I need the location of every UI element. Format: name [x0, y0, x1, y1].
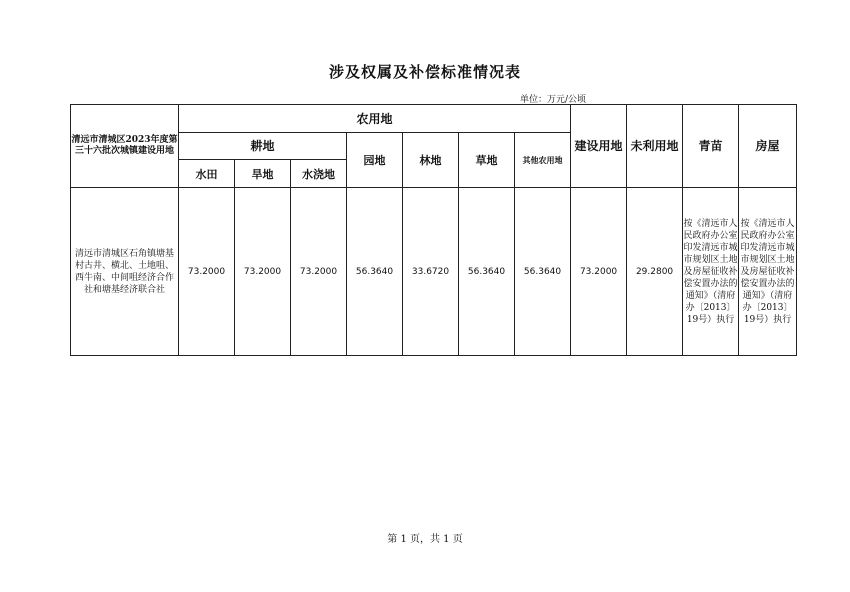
compensation-table [70, 104, 797, 356]
value-grass: 56.3640 [459, 188, 515, 356]
value-house: 按《清远市人民政府办公室印发清远市城市规划区土地及房屋征收补偿安置办法的通知》（清府办〔2013〕19号）执行 [739, 188, 797, 356]
value-construction: 73.2000 [571, 188, 627, 356]
header-construction: 建设用地 [571, 105, 627, 188]
header-paddy: 水田 [179, 160, 235, 188]
value-paddy: 73.2000 [179, 188, 235, 356]
value-other-farm: 56.3640 [515, 188, 571, 356]
header-irrigated: 水浇地 [291, 160, 347, 188]
header-garden: 园地 [347, 133, 403, 188]
header-cultivated: 耕地 [179, 133, 347, 160]
value-unused: 29.2800 [627, 188, 683, 356]
header-forest: 林地 [403, 133, 459, 188]
header-unused: 未利用地 [627, 105, 683, 188]
value-crops: 按《清远市人民政府办公室印发清远市城市规划区土地及房屋征收补偿安置办法的通知》（清府办〔2013〕19号）执行 [683, 188, 739, 356]
header-house: 房屋 [739, 105, 797, 188]
value-forest: 33.6720 [403, 188, 459, 356]
table-row [71, 188, 797, 356]
page-title: 涉及权属及补偿标准情况表 [328, 63, 521, 81]
header-farmland: 农用地 [179, 105, 571, 133]
value-dry: 73.2000 [235, 188, 291, 356]
value-garden: 56.3640 [347, 188, 403, 356]
row-name: 清远市清城区石角镇塘基村古井、横北、土地咀、西牛南、中间咀经济合作社和塘基经济联合社 [71, 188, 179, 356]
page-footer: 第 1 页，共 1 页 [387, 534, 463, 545]
unit-label: 单位：万元/公顷 [520, 95, 587, 105]
header-grass: 草地 [459, 133, 515, 188]
header-other-farm: 其他农用地 [515, 133, 571, 188]
header-dry: 旱地 [235, 160, 291, 188]
header-land-name: 清远市清城区2023年度第三十六批次城镇建设用地 [71, 105, 179, 188]
value-irrigated: 73.2000 [291, 188, 347, 356]
header-crops: 青苗 [683, 105, 739, 188]
